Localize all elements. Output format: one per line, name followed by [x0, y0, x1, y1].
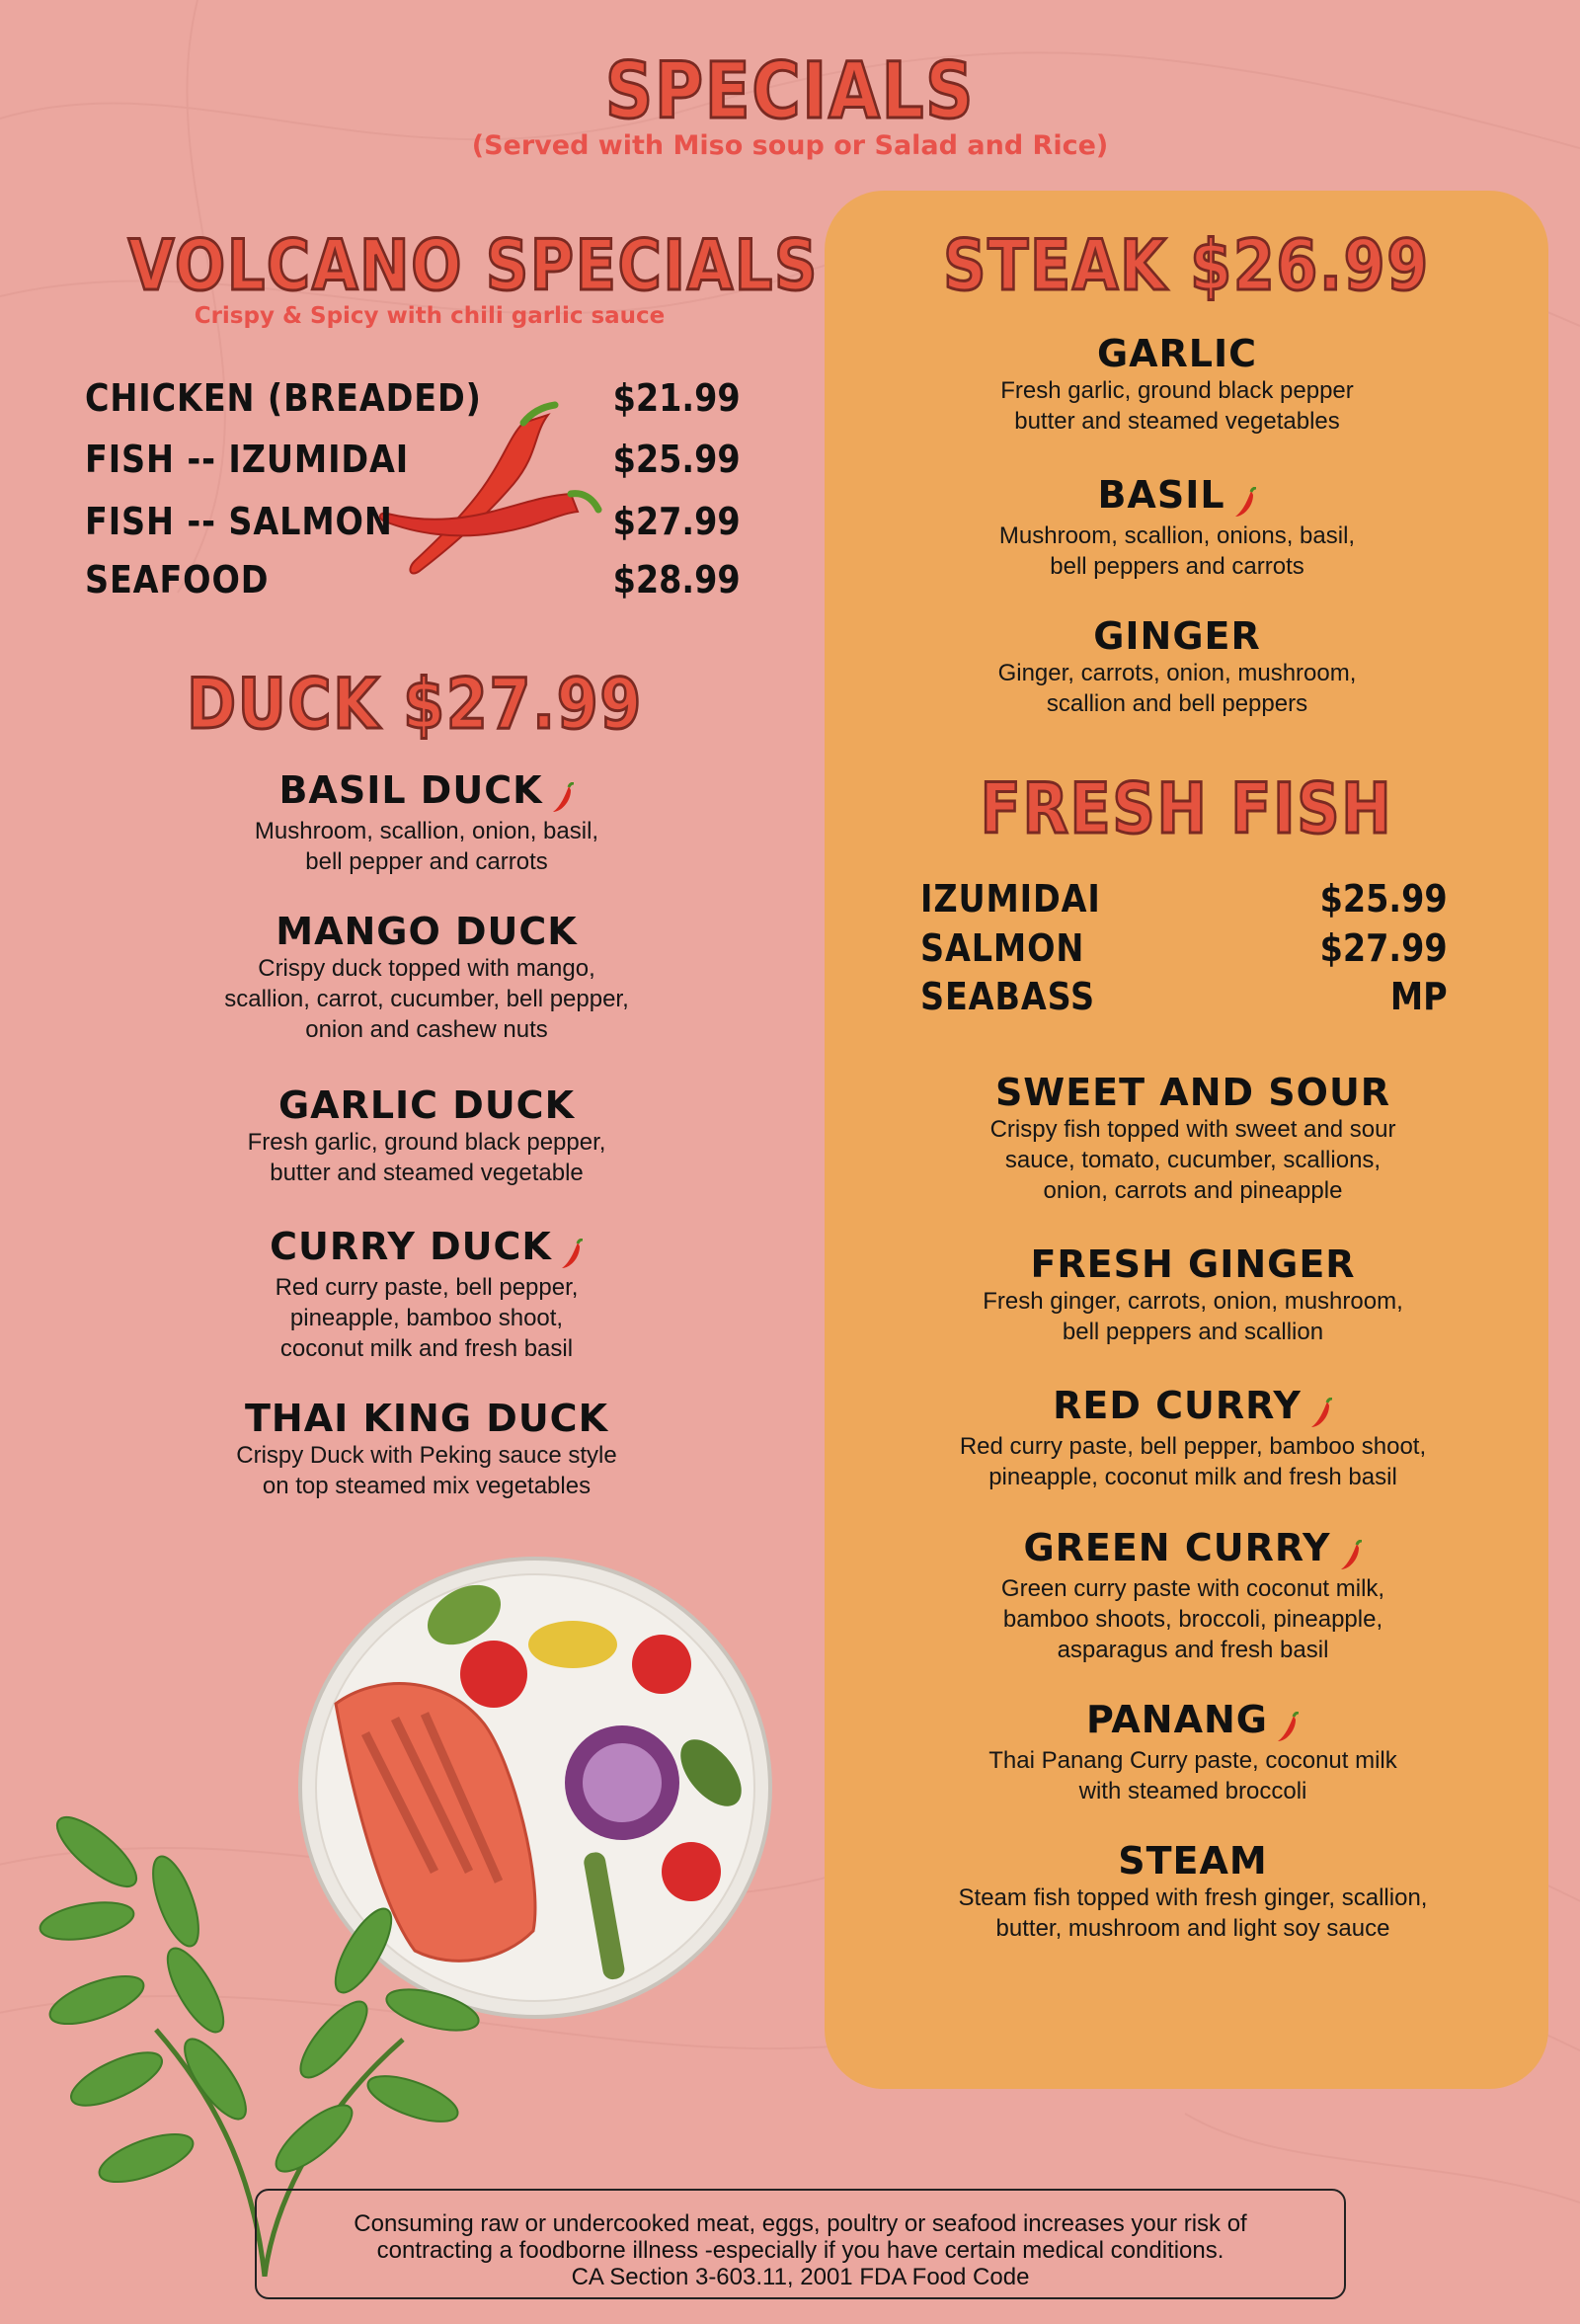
- fish-price-row: [920, 972, 1448, 1021]
- fish-style-desc: Thai Panang Curry paste, coconut milk: [988, 1746, 1397, 1774]
- page-subtitle: (Served with Miso soup or Salad and Rice): [471, 130, 1109, 161]
- duck-title: DUCK $27.99: [187, 664, 643, 745]
- chili-pepper-icon: [1274, 1712, 1300, 1745]
- volcano-item-price: $27.99: [612, 500, 741, 543]
- fish-style-item: [897, 1839, 1489, 1944]
- health-notice: [255, 2189, 1346, 2299]
- steak-title: STEAK $26.99: [943, 225, 1430, 306]
- fish-style-desc: pineapple, coconut milk and fresh basil: [988, 1463, 1397, 1490]
- fish-style-name: RED CURRY: [1053, 1384, 1302, 1427]
- notice-line: contracting a foodborne illness -especially if you have certain medical conditions.: [376, 2237, 1224, 2264]
- steak-item-desc: Ginger, carrots, onion, mushroom,: [997, 660, 1357, 686]
- duck-item-desc: Crispy duck topped with mango,: [258, 955, 595, 982]
- duck-item-desc: Red curry paste, bell pepper,: [275, 1273, 579, 1301]
- volcano-title: VOLCANO SPECIALS: [127, 225, 820, 306]
- fish-style-desc: Crispy fish topped with sweet and sour: [989, 1116, 1396, 1143]
- fish-style-name: GREEN CURRY: [1023, 1526, 1331, 1569]
- fish-style-item: [897, 1384, 1489, 1492]
- duck-item: [150, 1397, 703, 1501]
- notice-line: CA Section 3-603.11, 2001 FDA Food Code: [571, 2264, 1030, 2290]
- volcano-item-name: CHICKEN (BREADED): [85, 376, 482, 420]
- duck-item-name: THAI KING DUCK: [244, 1397, 609, 1440]
- chili-pepper-icon: [1231, 487, 1257, 521]
- duck-item-name: MANGO DUCK: [276, 910, 578, 953]
- fish-name: SEABASS: [920, 975, 1096, 1018]
- volcano-item-price: $25.99: [612, 438, 741, 481]
- volcano-subtitle: Crispy & Spicy with chili garlic sauce: [194, 303, 666, 329]
- volcano-item-price: $28.99: [612, 558, 741, 601]
- volcano-row: [85, 435, 741, 484]
- fish-style-name: PANANG: [1086, 1698, 1268, 1741]
- fish-style-desc: Green curry paste with coconut milk,: [1000, 1574, 1385, 1602]
- duck-item-desc: Mushroom, scallion, onion, basil,: [254, 817, 599, 844]
- fish-style-item: [897, 1526, 1489, 1665]
- duck-item-desc: butter and steamed vegetable: [270, 1160, 584, 1186]
- duck-item-name: GARLIC DUCK: [277, 1083, 576, 1127]
- fish-price: MP: [1390, 975, 1448, 1018]
- fish-price-row: [920, 874, 1448, 923]
- duck-item: [150, 768, 703, 877]
- fish-style-desc: with steamed broccoli: [1078, 1777, 1307, 1804]
- duck-item-desc: scallion, carrot, cucumber, bell pepper,: [224, 986, 629, 1012]
- duck-item-desc: on top steamed mix vegetables: [262, 1473, 592, 1499]
- fish-style-name: SWEET AND SOUR: [994, 1071, 1391, 1114]
- steak-item-name: GARLIC: [1096, 332, 1258, 375]
- fish-price: $27.99: [1319, 926, 1448, 970]
- fish-style-item: [897, 1698, 1489, 1806]
- volcano-row: [85, 555, 741, 604]
- steak-item-name: BASIL: [1097, 473, 1225, 517]
- fish-style-name: FRESH GINGER: [1030, 1242, 1356, 1286]
- duck-item: [150, 1225, 703, 1364]
- page-title: SPECIALS: [604, 47, 976, 136]
- fish-style-desc: sauce, tomato, cucumber, scallions,: [1004, 1147, 1382, 1173]
- fish-style-desc: onion, carrots and pineapple: [1043, 1177, 1343, 1204]
- duck-item-desc: Crispy Duck with Peking sauce style: [236, 1442, 617, 1469]
- volcano-item-name: FISH -- SALMON: [85, 500, 393, 543]
- duck-item-desc: Fresh garlic, ground black pepper,: [247, 1129, 606, 1156]
- duck-item-desc: bell pepper and carrots: [305, 847, 548, 875]
- fish-style-desc: bell peppers and scallion: [1062, 1319, 1324, 1345]
- notice-line: Consuming raw or undercooked meat, eggs, poultry or seafood increases your risk of: [354, 2210, 1247, 2237]
- steak-item-desc: Fresh garlic, ground black pepper: [1000, 377, 1354, 404]
- chili-pepper-icon: [1337, 1540, 1363, 1573]
- fish-style-desc: Red curry paste, bell pepper, bamboo shoot,: [959, 1432, 1427, 1460]
- steak-item-desc: bell peppers and carrots: [1050, 552, 1304, 580]
- fish-style-desc: asparagus and fresh basil: [1057, 1636, 1329, 1663]
- duck-item: [150, 910, 703, 1045]
- steak-item-desc: Mushroom, scallion, onions, basil,: [998, 521, 1356, 549]
- fish-style-desc: butter, mushroom and light soy sauce: [995, 1915, 1390, 1942]
- steak-item: [901, 332, 1454, 437]
- fish-style-desc: Fresh ginger, carrots, onion, mushroom,: [983, 1288, 1403, 1315]
- steak-item-desc: scallion and bell peppers: [1046, 690, 1308, 717]
- volcano-item-name: FISH -- IZUMIDAI: [85, 438, 410, 481]
- volcano-row: [85, 373, 741, 423]
- duck-item: [150, 1083, 703, 1188]
- duck-item-name: BASIL DUCK: [278, 768, 543, 812]
- steak-item-name: GINGER: [1093, 614, 1261, 658]
- duck-item-name: CURRY DUCK: [270, 1225, 552, 1268]
- fish-style-desc: Steam fish topped with fresh ginger, scallion,: [958, 1884, 1428, 1911]
- fish-price: $25.99: [1319, 877, 1448, 921]
- fish-style-name: STEAM: [1118, 1839, 1268, 1883]
- fish-price-row: [920, 923, 1448, 973]
- fish-style-desc: bamboo shoots, broccoli, pineapple,: [1002, 1605, 1383, 1633]
- steak-item: [901, 473, 1454, 582]
- fish-title: FRESH FISH: [980, 768, 1393, 849]
- volcano-item-name: SEAFOOD: [85, 558, 270, 601]
- fish-style-item: [897, 1071, 1489, 1206]
- volcano-row: [85, 497, 741, 546]
- fish-style-item: [897, 1242, 1489, 1347]
- duck-item-desc: pineapple, bamboo shoot,: [289, 1304, 564, 1331]
- volcano-item-price: $21.99: [612, 376, 741, 420]
- steak-item: [901, 614, 1454, 719]
- chili-pepper-icon: [558, 1239, 584, 1272]
- chili-pepper-icon: [1307, 1398, 1333, 1431]
- duck-item-desc: coconut milk and fresh basil: [279, 1334, 574, 1362]
- fish-name: SALMON: [920, 926, 1085, 970]
- steak-item-desc: butter and steamed vegetables: [1014, 408, 1340, 435]
- chili-pepper-icon: [549, 782, 575, 816]
- duck-item-desc: onion and cashew nuts: [305, 1016, 548, 1043]
- fish-name: IZUMIDAI: [920, 877, 1101, 921]
